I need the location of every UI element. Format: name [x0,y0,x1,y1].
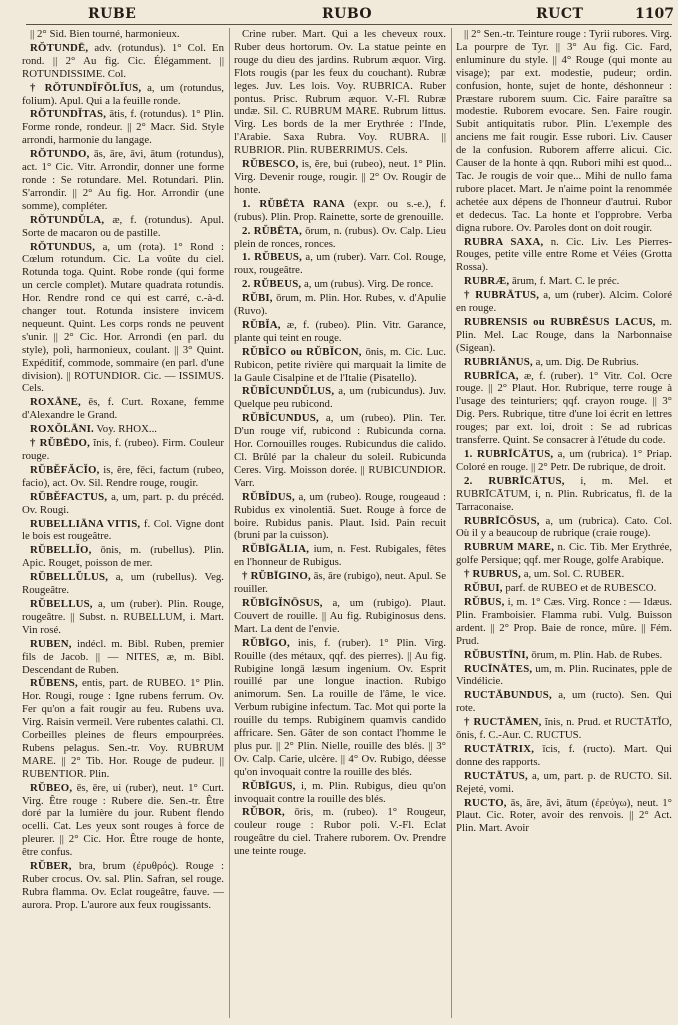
dictionary-entry [456,689,672,715]
entry-headword: RUBRĪCŌSUS, [464,514,540,527]
dictionary-entry [234,292,446,318]
entry-definition: entis, part. de RUBEO. 1° Plin. Hor. Rougi, rouge : Igne rubens ferrum. Ov. Fer qu'on a fait rougir au feu. Rubens uva. Virg. Raisin vermeil. Vere rubentes calathi. Cl. Corbeilles pleines de fleurs empourprées. Rubens pelagus. Sen.-tr. Voy. RUBRUM MARE. || 2° Tib. Hor. Rouge de pudeur. || RUBENTIOR. Plin. [22,677,224,780]
entry-headword: † RUCTĀMEN, [464,716,542,729]
entry-headword: RUCTĀTRIX, [464,742,535,755]
entry-definition: i, m. Mel. et RUBRĪCĀTUM, i, n. Plin. Rubricatus, fl. de la Tarraconaise. [456,474,672,513]
dictionary-entry [22,860,224,912]
entry-headword: RŬBUS, [464,595,505,608]
entry-headword: RUBEN, [30,637,72,650]
entry-definition: a, um (ruber). Alcim. Coloré en rouge. [456,289,672,315]
entry-headword: RUBRIĀNUS, [464,355,533,368]
entry-headword: RŬBĬCUNDUS, [242,412,319,425]
entry-headword: RŬBĔFACTUS, [30,490,108,503]
entry-headword: RŬBELLUS, [30,597,93,610]
entry-definition: ōrum, m. Plin. Hab. de Rubes. [531,648,663,661]
dictionary-entry [234,385,446,411]
dictionary-entry [22,148,224,213]
dictionary-entry [234,319,446,345]
entry-definition: i, m. 1° Cæs. Virg. Ronce : — Idæus. Plin. Framboisier. Flamma rubi. Vulg. Buisson ardent. || 2° Prop. Baie de ronce, mûre. || Fém. Prud. [456,595,672,647]
dictionary-entry [456,716,672,742]
entry-definition: parf. de RUBEO et de RUBESCO. [505,582,657,595]
running-header [0,6,678,24]
entry-definition: a, um (rubeo). Plin. Ter. D'un rouge vif, rubicond : Rubicunda corna. Hor. Cornouilles rouges. Rubicundus die calido. Cl. Brûlé par la chaleur du soleil. Rubicunda Ceres. Virg. Moisson dorée. || RUBICUNDIOR. Varr. [234,412,446,489]
entry-definition: is, ĕre, fēci, factum (rubeo, facio), act. Ov. Sil. Rendre rouge, rougir. [22,463,224,489]
entry-headword: RUBRÆ, [464,275,510,288]
entry-definition: æ, f. (ruber). 1° Vitr. Col. Ocre rouge. || 2° Plaut. Hor. Rubrique, terre rouge à l'usage des teinturiers; qqf. crayon rouge. || 3° Dig. Pers. Rubrique, titre d'une loi écrit en lettres rouges; par ext. loi, droit : Se ad rubricas transferre. Quint. Se consacrer à l'étude du code. [456,369,672,447]
dictionary-entry [456,370,672,447]
dictionary-entry [456,475,672,514]
dictionary-entry [456,448,672,474]
dictionary-entry [456,743,672,769]
entry-definition: īcis, f. (ructo). Mart. Qui donne des rapports. [456,742,672,768]
dictionary-entry [22,571,224,597]
entry-headword: RUBELLIĀNA VITIS, [30,517,141,530]
entry-definition: ōrum, n. (rubus). Ov. Calp. Lieu plein de ronces, ronces. [234,224,446,250]
entry-headword: RŎTUNDUS, [30,240,96,253]
header-rule [26,24,672,25]
entry-definition: ārum, f. Mart. C. le préc. [512,275,620,288]
entry-definition: inis, f. (ruber). 1° Plin. Virg. Rouille (des métaux, qqf. des pierres). || Au fig. Rubigine longā læsum ingenium. Ov. Esprit rouillé par une longue inaction. Rubigo animorum. Sen. La rouille de l'âme, le vice. Verbum rubigine infectum. Tac. Mot qui porte la rouille du temps. Rubiginem quamvis candido affricare. Sen. Gâter de son contact l'homme le plus pur. || 2° Plin. Nielle, rouille des blés. || 3° Ov. Calp. Carie, ulcère. || 4° Ov. Rubigo, déesse qu'on invoquait contre la rouille des blés. [234,636,446,778]
entry-definition: || 2° Sen.-tr. Teinture rouge : Tyrii rubores. Virg. La pourpre de Tyr. || 3° Au fig. Cic. Fard, enluminure du style. || 4° Rouge (qui monte au visage); par ext. modestie, pudeur; ordin. confusion, honte, sujet de honte, déshonneur : Præstare ruborem suum. Cic. Faire paraître sa modestie. Ruborem evocare. Sen. Faire rougir. Subit antiquitatis rubor. Plin. L'exemple des anciens me fait rougir. Esse rubori. Liv. Causer de la confusion. Ruborem afferre alicui. Cic. Causer de la honte à qqn. Rubori mihi est quod... Tac. Je rougis de voir que... Mihi de nullo fama rubore placet. Mart. Je n'aime point la renommée achetée aux dépens de l'honneur d'autrui. Rubor et dedecus. Tac. La honte et l'opprobre. Verba digna rubore. Ov. Paroles dont on doit rougir. [456,28,672,234]
dictionary-entry [456,797,672,836]
entry-headword: RŬBĪGUS, [242,779,296,792]
entry-headword: RŬBEO, [30,781,73,794]
entry-definition: adv. (rotundus). 1° Col. En rond. || 2° Au fig. Cic. Élégamment. || ROTUNDISSIME. Col. [22,41,224,80]
dictionary-entry [456,582,672,595]
entry-headword: 2. RŬBEUS, [242,278,302,291]
dictionary-entry [22,638,224,677]
dictionary-entry [234,198,446,224]
dictionary-entry [234,28,446,157]
entry-definition: a, um (rotundus, folium). Apul. Qui a la feuille ronde. [22,81,224,107]
entry-headword: RŬBĪGO, [242,636,290,649]
column-2 [234,28,446,1018]
entry-headword: RŬBESCO, [242,158,299,171]
entry-headword: 1. RUBRĪCĀTUS, [464,448,554,460]
entry-definition: m. Plin. Mel. Lac Rouge, dans la Narbonnaise (Sigean). [456,315,672,354]
entry-definition: a, um, part. p. du précéd. Ov. Rougi. [22,490,224,516]
guide-word-right: RUCT [536,6,584,22]
entry-definition: æ, f. (rotundus). Apul. Sorte de macaron ou de pastille. [22,213,224,239]
entry-headword: RŬBUSTĪNI, [464,648,529,661]
entry-definition: a, um (ruber). Varr. Col. Rouge, roux, rougeâtre. [234,251,446,277]
dictionary-entry [22,423,224,436]
entry-definition: || 2° Sid. Bien tourné, harmonieux. [30,28,180,40]
dictionary-entry [234,158,446,197]
entry-headword: 2. RŬBĒTA, [242,224,303,237]
entry-headword: RŬBER, [30,860,72,873]
dictionary-entry [22,437,224,463]
dictionary-entry [234,346,446,385]
entry-definition: a, um (ructo). Sen. Qui rote. [456,689,672,715]
entry-definition: a, um (rubus). Virg. De ronce. [304,278,434,291]
dictionary-entry [456,316,672,355]
dictionary-entry [234,278,446,291]
dictionary-entry [234,597,446,636]
entry-definition: a, um (rubigo). Plaut. Couvert de rouille. || Au fig. Rubiginosus dens. Mart. La dent de l'envie. [234,596,446,635]
dictionary-entry [22,214,224,240]
entry-definition: a, um (rubrica). 1° Priap. Coloré en rouge. || 2° Petr. De rubrique, de droit. [456,448,672,473]
dictionary-entry [234,780,446,806]
entry-headword: RŎTUNDĬTAS, [30,108,107,121]
entry-headword: RUCTĀTUS, [464,769,528,782]
dictionary-entry [234,806,446,858]
entry-definition: ōrum, m. Plin. Hor. Rubes, v. d'Apulie (Ruvo). [234,292,446,318]
entry-definition: a, um, part. p. de RUCTO. Sil. Rejeté, vomi. [456,769,672,795]
entry-definition: æ, f. (rubeo). Plin. Vitr. Garance, plante qui teint en rouge. [234,318,446,344]
entry-definition: a, um (rubicundus). Juv. Quelque peu rubicond. [234,385,446,411]
guide-word-left: RUBE [88,6,137,22]
dictionary-entry [234,637,446,779]
dictionary-entry [234,570,446,596]
column-3 [456,28,672,1018]
dictionary-entry [456,596,672,648]
entry-headword: RŬBUI, [464,582,503,595]
entry-headword: RŬBĬDUS, [242,490,295,503]
column-divider-2 [451,28,452,1018]
entry-headword: † RŎTUNDĬFŎLĬUS, [30,81,142,94]
dictionary-entry [22,464,224,490]
entry-definition: ēs, ēre, ui (ruber), neut. 1° Curt. Virg. Être rouge : Rubere die. Sen.-tr. Être doré par la lumière du jour. Rubent flendo ocelli. Cat. Les yeux sont rouges à force de pleurer. || 2° Cic. Hor. Être rouge de honte, être confus. [22,781,224,859]
dictionary-entry [456,568,672,581]
dictionary-entry [22,82,224,108]
entry-definition: a, um (ruber). Plin. Rouge, rougeâtre. || Subst. n. RUBELLUM, i. Mart. Vin rosé. [22,597,224,636]
entry-definition: um, m. Plin. Rucinates, pple de Vindélicie. [456,662,672,688]
entry-headword: † RUBRUS, [464,568,521,581]
entry-definition: a, um (rubellus). Veg. Rougeâtre. [22,571,224,597]
entry-definition: (expr. ou s.-e.), f. (rubus). Plin. Prop. Rainette, sorte de grenouille. [234,197,446,223]
entry-definition: ās, āre (rubigo), neut. Apul. Se rouiller. [234,570,446,596]
entry-definition: ātis, f. (rotundus). 1° Plin. Forme ronde, rondeur. || 2° Macr. Sid. Style arrondi, harmonie du langage. [22,108,224,147]
entry-definition: is, ĕre, bui (rubeo), neut. 1° Plin. Virg. Devenir rouge, rougir. || 2° Ov. Rougir de honte. [234,158,446,196]
dictionary-entry [456,770,672,796]
entry-headword: RUBRENSIS ou RUBRĒSUS LACUS, [464,315,656,328]
dictionary-entry [456,515,672,541]
entry-definition: indécl. m. Bibl. Ruben, premier fils de Jacob. || — NITES, æ, m. Bibl. Descendant de Ruben. [22,637,224,676]
entry-definition: ĭnis, f. (rubeo). Firm. Couleur rouge. [22,437,224,462]
entry-definition: bra, brum (ἐρυθρός). Rouge : Ruber crocus. Ov. sal. Plin. Safran, sel rouge. Rubra flamma. Ov. Eclat rougeâtre, fauve. — aurora. Prop. L'aurore aux feux rougissants. [22,860,224,911]
dictionary-entry [22,241,224,396]
dictionary-entry [456,356,672,369]
entry-definition: n. Cic. Liv. Les Pierres-Rouges, petite ville entre Rome et Véies (Grotta Rossa). [456,235,672,274]
dictionary-entry [234,543,446,569]
dictionary-entry [22,544,224,570]
dictionary-entry [22,782,224,859]
entry-headword: RŬBĬCUNDŬLUS, [242,385,335,398]
entry-headword: RŬBENS, [30,677,78,690]
entry-definition: ēs, f. Curt. Roxane, femme d'Alexandre le Grand. [22,396,224,422]
entry-headword: RUCĪNĀTES, [464,662,533,675]
dictionary-entry [22,42,224,81]
dictionary-entry [456,28,672,235]
entry-definition: ōris, m. (rubeo). 1° Rougeur, couleur rouge : Rubor poli. V.-Fl. Eclat rougeâtre du ciel. Trahere ruborem. Ov. Prendre une teinte rouge. [234,806,446,858]
entry-headword: RUCTO, [464,796,507,809]
entry-headword: 2. RUBRĪCĀTUS, [464,474,565,487]
entry-definition: ōnis, m. Cic. Luc. Rubicon, petite rivière qui marquait la limite de la Gaule Cisalpine et de l'Italie (Pisatello). [234,345,446,384]
dictionary-entry [22,396,224,422]
entry-headword: RŬBĔFĂCĬO, [30,463,100,476]
entry-headword: † RŬBĒDO, [30,437,90,450]
entry-definition: a, um (rubeo). Rouge, rougeaud : Rubidus ex vinolentiā. Suet. Rouge à force de boire. Rubidus panis. Plaut. Isid. Pain recuit (bruni par la cuisson). [234,490,446,542]
dictionary-entry [456,649,672,662]
dictionary-entry [234,412,446,489]
entry-headword: ROXĀNE, [30,396,81,409]
entry-headword: RUBRĪCA, [464,369,519,382]
entry-definition: n. Cic. Tib. Mer Erythrée, golfe Persique; qqf. mer Rouge, golfe Arabique. [456,541,672,567]
dictionary-entry [456,541,672,567]
dictionary-entry [22,677,224,780]
entry-headword: RUCTĀBUNDUS, [464,689,552,702]
entry-headword: † RUBRĀTUS, [464,289,540,302]
entry-headword: 1. RŬBĒTA RANA [242,197,346,210]
entry-headword: RŬBELLĬO, [30,544,92,557]
entry-headword: RŬBOR, [242,806,285,819]
dictionary-entry [456,236,672,275]
entry-headword: RŬBĬA, [242,318,281,331]
entry-headword: 1. RŬBEUS, [242,251,302,264]
entry-definition: a, um. Dig. De Rubrius. [535,355,639,368]
entry-definition: ium, n. Fest. Rubigales, fêtes en l'honneur de Rubigus. [234,543,446,569]
entry-definition: f. Col. Vigne dont le bois est rougeâtre. [22,517,224,543]
entry-headword: RUBRUM MARE, [464,541,555,554]
entry-headword: RUBRA SAXA, [464,235,544,248]
dictionary-entry [456,275,672,288]
entry-headword: RŬBĪGĀLIA, [242,543,310,556]
entry-definition: a, um (rubrica). Cato. Col. Où il y a beaucoup de rubrique (craie rouge). [456,514,672,540]
dictionary-entry [22,598,224,637]
page-number: 1107 [635,6,674,22]
entry-headword: † RŬBĪGINO, [242,570,311,583]
dictionary-entry [234,225,446,251]
dictionary-entry [234,251,446,277]
entry-definition: ĭnis, n. Prud. et RUCTĀTĬO, ōnis, f. C.-Aur. C. RUCTUS. [456,716,672,742]
dictionary-entry [456,663,672,689]
entry-definition: a, um (rota). 1° Rond : Cœlum rotundum. Cic. La voûte du ciel. Rotunda toga. Quint. Robe ronde (qui forme un cercle complet). Mutare quadrata rotundis. Hor. Rendre rond ce qui est carré, c.-à-d. changer tout. Rotunda insistere invicem nequeunt. Quint. Les corps ronds ne peuvent s'unir. || 2° Cic. Hor. Arrondi (en parl. du style), poli, harmonieux, coulant. || 3° Quint. Expéditif, commode, sommaire (en parl. d'une division). || ROTUNDIOR. Cic. — ISSIMUS. Cels. [22,240,224,395]
dictionary-entry [22,518,224,544]
entry-headword: RŬBELLŬLUS, [30,571,109,584]
column-1 [22,28,224,1018]
entry-headword: RŎTUNDO, [30,148,90,161]
entry-definition: Voy. RHOX... [96,423,157,436]
dictionary-entry [456,289,672,315]
entry-definition: i, m. Plin. Rubigus, dieu qu'on invoquait contre la rouille des blés. [234,779,446,805]
entry-definition: ās, āre, āvi, ātum (ἐρεύγω), neut. 1° Plaut. Cic. Roter, avoir des renvois. || 2° Act. Plin. Mart. Avoir [456,796,672,835]
entry-headword: RŬBĬCO ou RŬBĬCON, [242,345,362,358]
entry-headword: RŎTUNDĒ, [30,41,89,54]
entry-definition: Crine ruber. Mart. Qui a les cheveux roux. Ruber deus hortorum. Ov. La statue peinte en rouge du dieu des jardins. Rubrum æquor. Virg. Flots rougis (par les feux du couchant). Rubræ leges. Juv. Les lois. Voy. RUBRICA. Ruber pontus. Prisc. Rubrum æquor. V.-Fl. Rubræ undæ. Sil. C. RUBRUM MARE. Rubrum littus. Virg. Les bords de la mer Erythrée : l'Inde, l'Arabie. Saxa Rubra. Voy. RUBRA. || RUBRIOR. Plin. RUBERRIMUS. Cels. [234,28,446,157]
entry-headword: RŬBI, [242,292,273,305]
column-divider-1 [229,28,230,1018]
entry-headword: ROXŎLĀNI. [30,423,94,436]
dictionary-entry [234,491,446,543]
guide-word-center: RUBO [322,6,373,22]
entry-definition: ās, āre, āvi, ātum (rotundus), act. 1° Cic. Vitr. Arrondir, donner une forme ronde : Se rotundare. Mel. Rotundari. Plin. S'arrondir. || 2° Au fig. Hor. Arrondir (une somme), compléter. [22,148,224,212]
dictionary-entry [22,28,224,41]
entry-definition: a, um. Sol. C. RUBER. [523,568,625,581]
entry-headword: RŬBĪGĬNŌSUS, [242,596,323,609]
entry-headword: RŎTUNDŬLA, [30,213,105,226]
dictionary-entry [22,108,224,147]
entry-definition: ōnis, m. (rubellus). Plin. Apic. Rouget, poisson de mer. [22,544,224,570]
dictionary-entry [22,491,224,517]
